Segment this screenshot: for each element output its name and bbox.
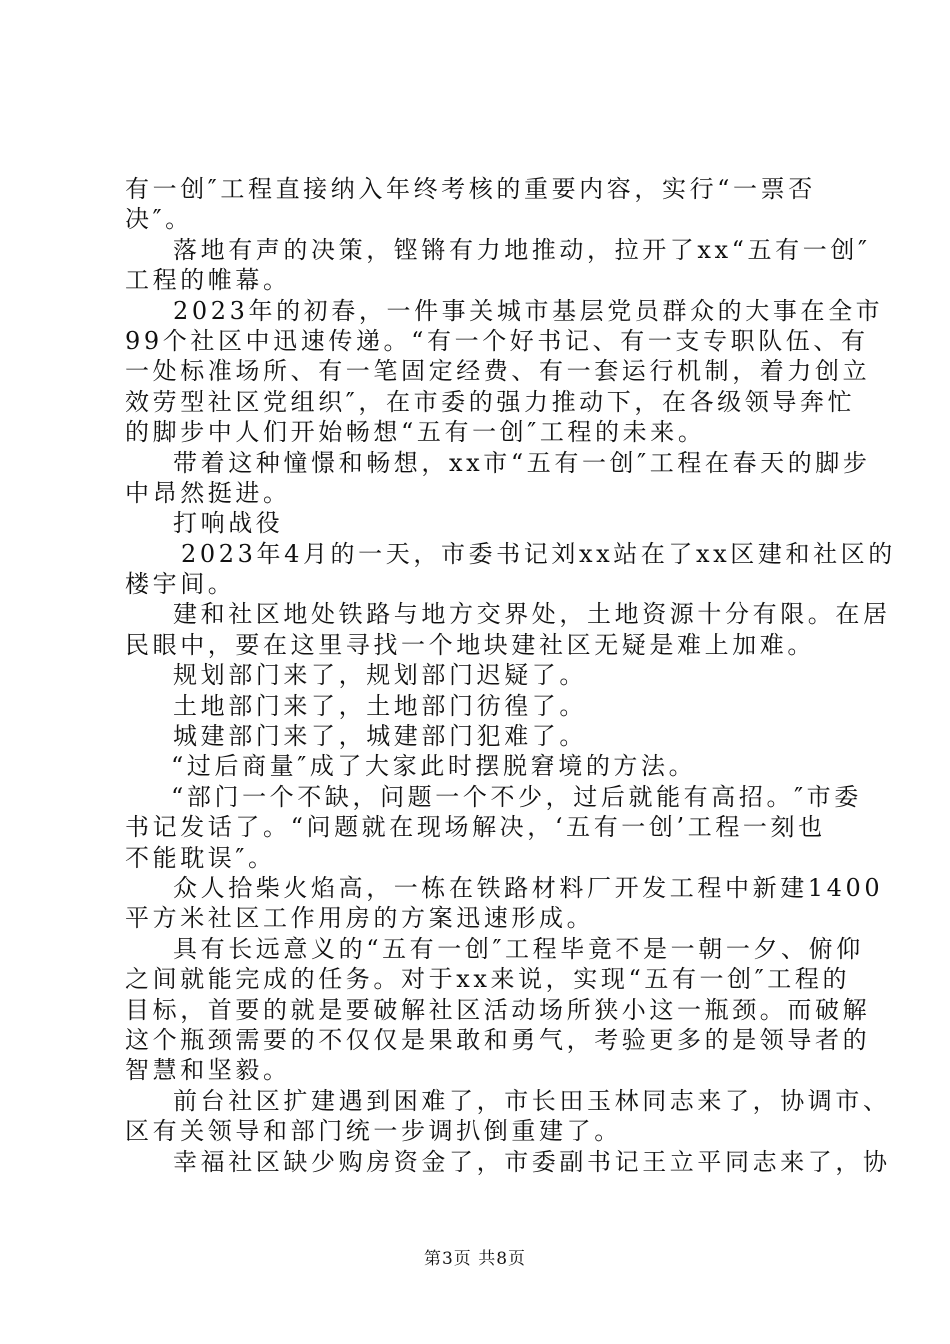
text-line: 规划部门来了，规划部门迟疑了。 xyxy=(173,661,587,690)
text-line: 打响战役 xyxy=(173,509,284,538)
text-line: 楼宇间。 xyxy=(125,570,236,599)
text-line: 带着这种憧憬和畅想，xx市“五有一创″工程在春天的脚步 xyxy=(173,448,871,477)
text-line: 中昂然挺进。 xyxy=(125,478,291,507)
text-line: 平方米社区工作用房的方案迅速形成。 xyxy=(125,904,595,933)
text-line: 城建部门来了，城建部门犯难了。 xyxy=(173,722,587,751)
text-line: 幸福社区缺少购房资金了，市委副书记王立平同志来了，协 xyxy=(173,1147,891,1176)
text-line: 这个瓶颈需要的不仅仅是果敢和勇气，考验更多的是领导者的 xyxy=(125,1025,871,1054)
text-line: 有一创″工程直接纳入年终考核的重要内容，实行“一票否 xyxy=(125,175,816,203)
text-line: 民眼中，要在这里寻找一个地块建社区无疑是难上加难。 xyxy=(125,630,815,659)
text-line: 区有关领导和部门统一步调扒倒重建了。 xyxy=(125,1117,622,1146)
text-line: 工程的帷幕。 xyxy=(125,266,291,295)
text-line: 之间就能完成的任务。对于xx来说，实现“五有一创″工程的 xyxy=(125,965,851,994)
text-line: 土地部门来了，土地部门彷徨了。 xyxy=(173,691,587,720)
text-line: 智慧和坚毅。 xyxy=(125,1056,291,1085)
text-line: 不能耽误″。 xyxy=(125,843,276,872)
text-line: 2023年的初春，一件事关城市基层党员群众的大事在全市 xyxy=(173,296,884,325)
text-line: “过后商量″成了大家此时摆脱窘境的方法。 xyxy=(171,752,697,781)
text-line: 的脚步中人们开始畅想“五有一创″工程的未来。 xyxy=(125,418,706,447)
text-line: 众人拾柴火焰高，一栋在铁路材料厂开发工程中新建1400 xyxy=(173,873,884,902)
text-line: “部门一个不缺，问题一个不少，过后就能有高招。″市委 xyxy=(171,782,862,811)
text-line: 2023年4月的一天，市委书记刘xx站在了xx区建和社区的 xyxy=(181,539,896,568)
text-line: 书记发话了。“问题就在现场解决，‘五有一创’工程一刻也 xyxy=(125,813,826,842)
text-line: 具有长远意义的“五有一创″工程毕竟不是一朝一夕、俯仰 xyxy=(173,934,864,963)
text-line: 目标，首要的就是要破解社区活动场所狭小这一瓶颈。而破解 xyxy=(125,995,871,1024)
text-line: 建和社区地处铁路与地方交界处，土地资源十分有限。在居 xyxy=(173,600,891,629)
page-footer: 第3页 共8页 xyxy=(423,1249,527,1269)
text-line: 落地有声的决策，铿锵有力地推动，拉开了xx“五有一创″ xyxy=(173,235,871,264)
text-line: 决″。 xyxy=(125,205,193,234)
text-line: 前台社区扩建遇到困难了，市长田玉林同志来了，协调市、 xyxy=(173,1086,891,1115)
text-line: 一处标准场所、有一笔固定经费、有一套运行机制，着力创立 xyxy=(125,357,871,386)
text-line: 效劳型社区党组织″，在市委的强力推动下，在各级领导奔忙 xyxy=(125,387,856,416)
text-line: 99个社区中迅速传递。“有一个好书记、有一支专职队伍、有 xyxy=(125,326,869,355)
article-body xyxy=(125,174,896,1177)
